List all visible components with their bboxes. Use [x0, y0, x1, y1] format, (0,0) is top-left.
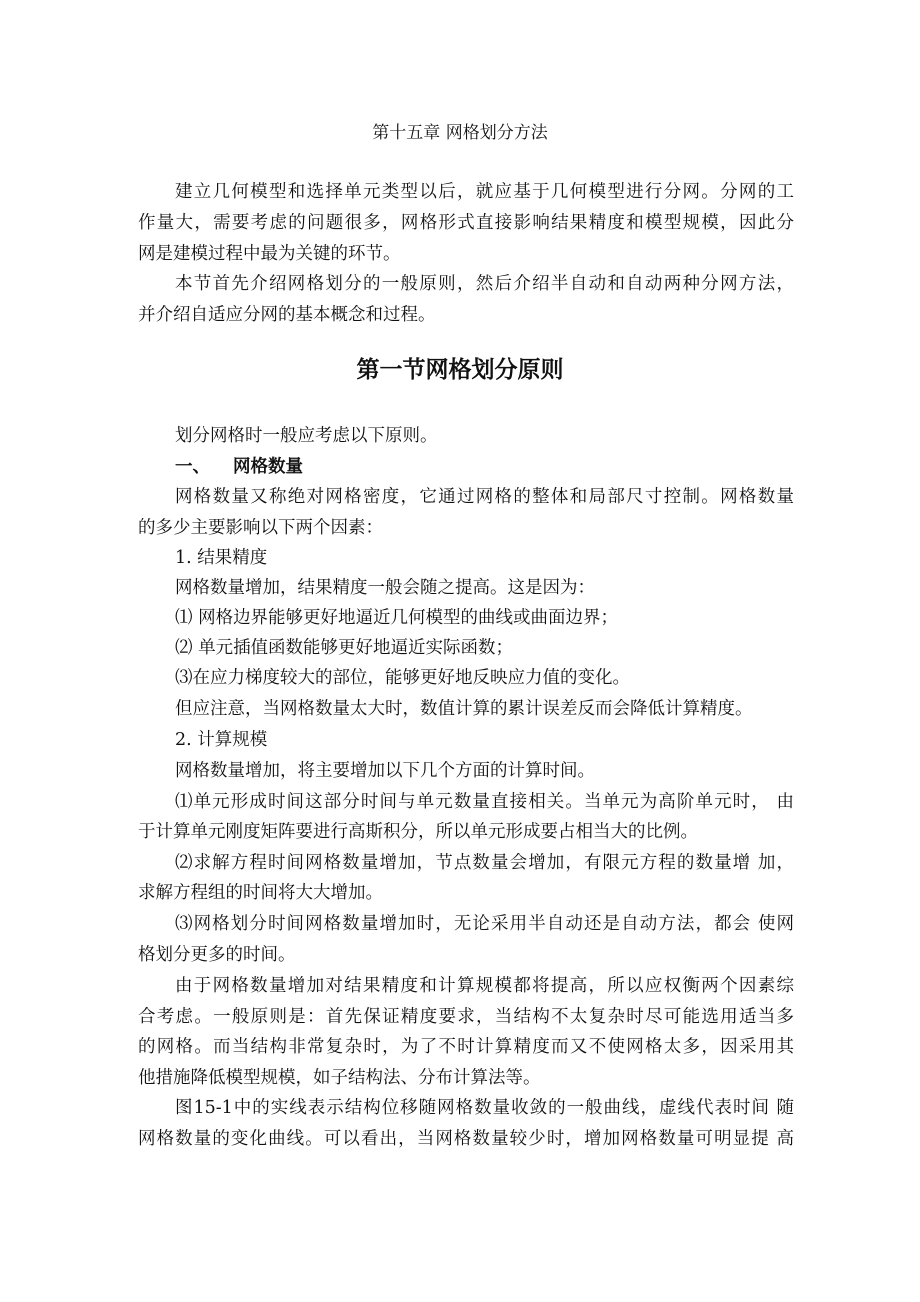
paragraph-line: 网格数量增加，将主要增加以下几个方面的计算时间。 [175, 761, 595, 781]
paragraph-line: 图15-1中的实线表示结构位移随网格数量收敛的一般曲线，虚线代表时间 随 [175, 1098, 794, 1118]
paragraph-line: 网是建模过程中最为关键的环节。 [138, 244, 401, 264]
paragraph-line: 合考虑。一般原则是：首先保证精度要求，当结构不太复杂时尽可能选用适当多 [138, 1007, 794, 1027]
list-item: ⑵ 单元插值函数能够更好地逼近实际函数； [175, 638, 514, 658]
paragraph-line: 由于网格数量增加对结果精度和计算规模都将提高，所以应权衡两个因素综 [175, 976, 794, 996]
paragraph-line: 但应注意，当网格数量太大时，数值计算的累计误差反而会降低计算精度。 [175, 699, 753, 719]
paragraph-line: 网格数量增加，结果精度一般会随之提高。这是因为： [175, 578, 595, 598]
paragraph-line: 的多少主要影响以下两个因素： [138, 518, 383, 538]
paragraph-line: 求解方程组的时间将大大增加。 [138, 883, 383, 903]
paragraph-line: 网格数量又称绝对网格密度，它通过网格的整体和局部尺寸控制。网格数量 [175, 487, 794, 507]
paragraph-line: 他措施降低模型规模，如子结构法、分布计算法等。 [138, 1068, 541, 1088]
paragraph-line: 并介绍自适应分网的基本概念和过程。 [138, 305, 436, 325]
paragraph-line: ⑴单元形成时间这部分时间与单元数量直接相关。当单元为高阶单元时， 由 [175, 792, 794, 812]
paragraph-line: 的网格。而当结构非常复杂时，为了不时计算精度而又不使网格太多，因采用其 [138, 1037, 794, 1057]
paragraph-line: ⑵求解方程时间网格数量增加，节点数量会增加，有限元方程的数量增 加， [175, 853, 794, 873]
heading-number: 一、 [175, 457, 210, 477]
subheading-1: 1. 结果精度 [175, 548, 268, 568]
list-item: ⑶在应力梯度较大的部位，能够更好地反映应力值的变化。 [175, 668, 630, 688]
paragraph-line: 于计算单元刚度矩阵要进行高斯积分，所以单元形成要占相当大的比例。 [138, 822, 698, 842]
list-item: ⑴ 网格边界能够更好地逼近几何模型的曲线或曲面边界； [175, 608, 619, 628]
paragraph-line: ⑶网格划分时间网格数量增加时，无论采用半自动还是自动方法，都会 使网 [175, 914, 794, 934]
paragraph-line: 划分网格时一般应考虑以下原则。 [175, 426, 438, 446]
paragraph-line: 网格数量的变化曲线。可以看出，当网格数量较少时，增加网格数量可明显提 高 [138, 1129, 794, 1149]
paragraph-line: 建立几何模型和选择单元类型以后，就应基于几何模型进行分网。分网的工 [175, 182, 794, 202]
paragraph-line: 本节首先介绍网格划分的一般原则，然后介绍半自动和自动两种分网方法， [175, 274, 794, 294]
section-title: 第一节网格划分原则 [356, 357, 564, 383]
paragraph-line: 格划分更多的时间。 [138, 945, 296, 965]
paragraph-line: 作量大，需要考虑的问题很多，网格形式直接影响结果精度和模型规模，因此分 [138, 213, 794, 233]
subheading-2: 2. 计算规模 [175, 730, 268, 750]
chapter-title: 第十五章 网格划分方法 [372, 123, 548, 143]
heading-text: 网格数量 [233, 457, 303, 477]
heading-1 [175, 455, 794, 479]
